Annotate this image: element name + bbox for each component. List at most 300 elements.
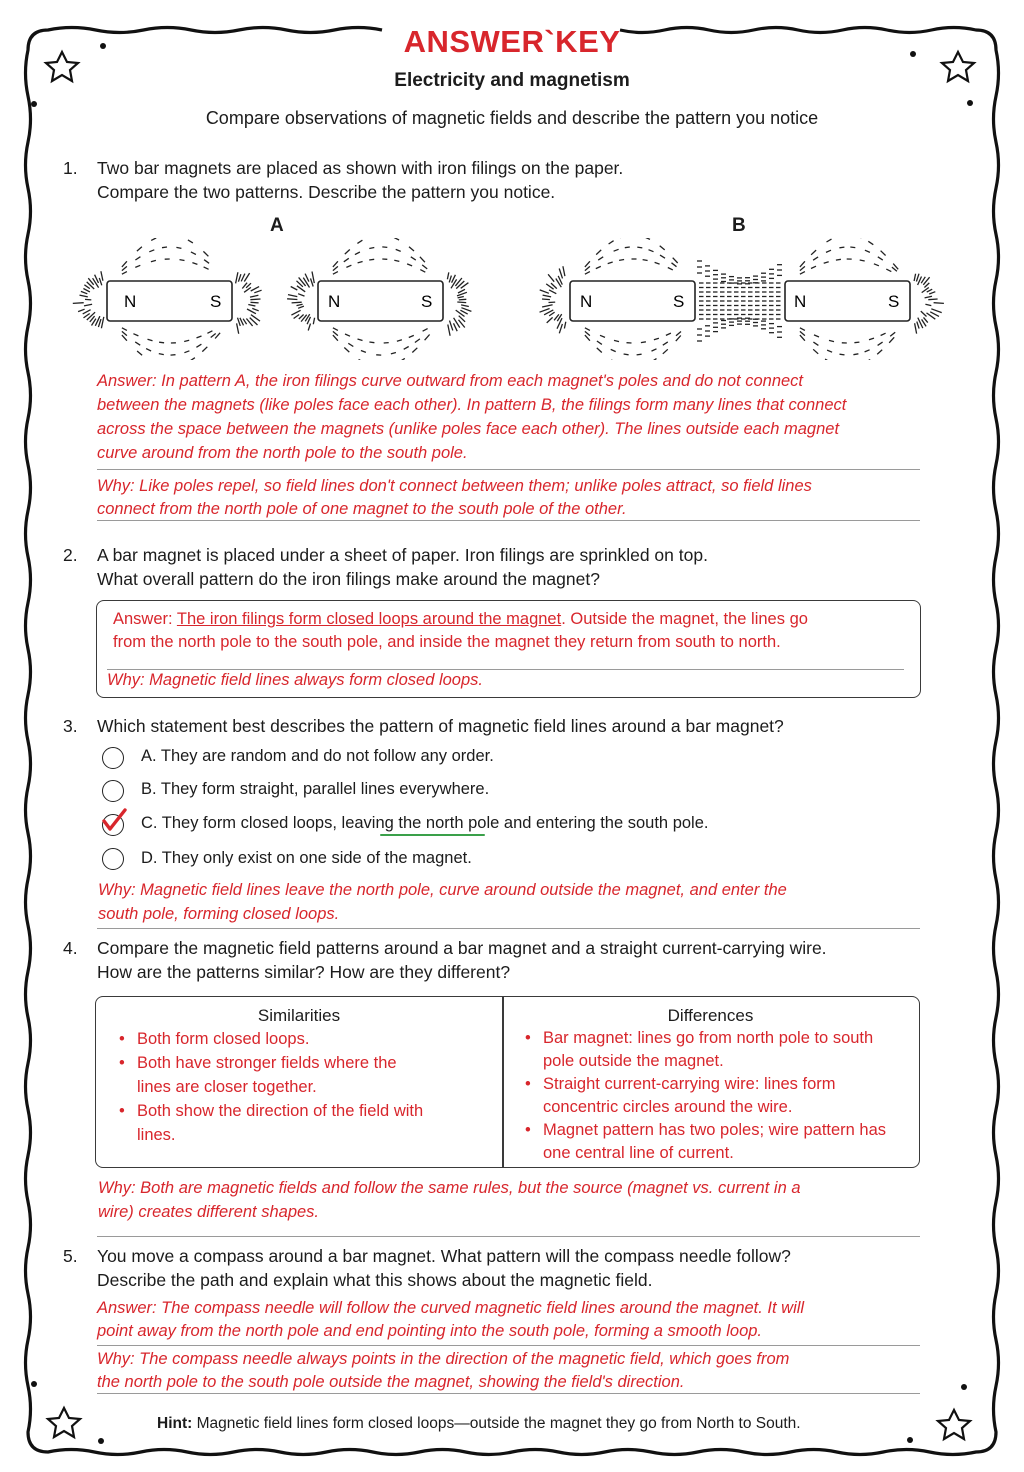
filing-mark bbox=[829, 340, 834, 341]
filing-mark bbox=[78, 309, 85, 311]
filing-mark bbox=[458, 289, 465, 293]
filing-mark bbox=[608, 262, 613, 264]
filing-mark bbox=[215, 333, 220, 339]
filing-mark bbox=[931, 309, 941, 313]
filing-mark bbox=[400, 358, 405, 360]
filing-mark bbox=[456, 281, 464, 289]
filing-mark bbox=[663, 342, 668, 345]
filing-mark bbox=[254, 290, 261, 293]
magnet-b2-south: S bbox=[888, 292, 900, 311]
filing-mark bbox=[458, 297, 464, 298]
filing-mark bbox=[369, 342, 374, 343]
filing-mark bbox=[448, 325, 450, 336]
filing-mark bbox=[649, 250, 654, 252]
filing-mark bbox=[84, 304, 92, 306]
filing-mark bbox=[585, 261, 590, 267]
magnet-a2 bbox=[318, 281, 443, 321]
option-d-label[interactable]: D. They only exist on one side of the magnet. bbox=[141, 849, 472, 867]
checkmark-icon bbox=[98, 806, 130, 836]
filing-mark bbox=[355, 252, 360, 255]
q2-text-line1: A bar magnet is placed under a sheet of paper. Iron filings are sprinkled on top. bbox=[97, 545, 708, 565]
filing-mark bbox=[184, 351, 189, 353]
option-b-radio[interactable] bbox=[102, 780, 124, 802]
filing-mark bbox=[207, 331, 212, 334]
filing-mark bbox=[800, 335, 805, 341]
filing-mark bbox=[585, 272, 590, 275]
filing-mark bbox=[540, 290, 549, 293]
filing-mark bbox=[333, 272, 338, 275]
filing-mark bbox=[196, 344, 201, 347]
filing-mark bbox=[407, 264, 412, 266]
filing-mark bbox=[813, 342, 818, 345]
filing-mark bbox=[425, 335, 430, 341]
divider bbox=[97, 469, 920, 470]
filing-mark bbox=[344, 348, 349, 353]
filing-mark bbox=[676, 336, 681, 342]
filing-mark bbox=[133, 334, 138, 336]
diagram-b-label: B bbox=[732, 215, 746, 236]
list-item: • Magnet pattern has two poles; wire pattern has one central line of current. bbox=[541, 1119, 893, 1165]
filing-mark bbox=[236, 272, 238, 283]
filing-mark bbox=[404, 347, 409, 350]
filing-mark bbox=[654, 338, 659, 340]
filing-mark bbox=[916, 274, 919, 282]
filing-mark bbox=[652, 349, 657, 351]
filing-mark bbox=[184, 340, 189, 341]
filing-mark bbox=[637, 354, 642, 355]
filing-mark bbox=[159, 354, 164, 355]
filing-mark bbox=[585, 328, 590, 331]
q5-answer-line2: point away from the north pole and end pointing into the south pole, forming a smooth loop. bbox=[97, 1322, 763, 1340]
filing-mark bbox=[800, 328, 805, 331]
q2-answer-prefix: Answer: bbox=[113, 610, 177, 628]
filing-mark bbox=[836, 259, 841, 260]
filing-mark bbox=[865, 250, 870, 252]
list-item: • Both have stronger fields where the lines are closer together. bbox=[135, 1051, 427, 1099]
diagram-a-label: A bbox=[270, 215, 284, 236]
filing-mark bbox=[151, 260, 156, 261]
filing-mark bbox=[313, 318, 314, 324]
filing-mark bbox=[449, 276, 451, 283]
iron-filings-diagram bbox=[0, 238, 1024, 360]
q3-why-line2: south pole, forming closed loops. bbox=[98, 905, 340, 923]
q4-number: 4. bbox=[63, 938, 78, 958]
filing-mark bbox=[824, 262, 829, 264]
differences-list bbox=[523, 1027, 893, 1165]
filing-mark bbox=[411, 257, 416, 260]
filing-mark bbox=[827, 350, 832, 352]
filing-mark bbox=[396, 249, 401, 251]
hint-label: Hint: bbox=[157, 1415, 193, 1432]
q5-number: 5. bbox=[63, 1246, 78, 1266]
magnet-a1 bbox=[107, 281, 232, 321]
filing-mark bbox=[813, 257, 818, 260]
filing-mark bbox=[137, 351, 142, 355]
filing-mark bbox=[250, 299, 260, 300]
filing-mark bbox=[925, 304, 931, 305]
filing-mark bbox=[921, 311, 927, 316]
filing-mark bbox=[668, 268, 673, 270]
filing-mark bbox=[93, 278, 99, 287]
filing-mark bbox=[929, 292, 935, 294]
filing-mark bbox=[397, 340, 402, 341]
filing-mark bbox=[311, 278, 314, 286]
filing-mark bbox=[454, 323, 458, 331]
filing-mark bbox=[914, 274, 916, 281]
filing-mark bbox=[548, 274, 554, 281]
list-item: • Both show the direction of the field with lines. bbox=[135, 1099, 427, 1147]
filing-mark bbox=[860, 260, 865, 261]
q4-why-line2: wire) creates different shapes. bbox=[98, 1203, 320, 1221]
filing-mark bbox=[840, 354, 845, 355]
divider bbox=[97, 1393, 920, 1394]
filing-mark bbox=[394, 238, 399, 240]
filing-mark bbox=[877, 350, 882, 354]
filing-mark bbox=[878, 257, 883, 260]
filing-mark bbox=[924, 317, 928, 322]
differences-heading: Differences bbox=[667, 1006, 754, 1025]
hint-text bbox=[157, 1415, 801, 1433]
q1-why-line2: connect from the north pole of one magnet to the south pole of the other. bbox=[97, 500, 627, 518]
filing-mark bbox=[203, 251, 208, 256]
q2-answer-underlined: The iron filings form closed loops around the magnet bbox=[176, 610, 562, 628]
filing-mark bbox=[391, 353, 396, 354]
filing-mark bbox=[197, 336, 202, 338]
filing-mark bbox=[874, 264, 879, 266]
magnet-b1 bbox=[570, 281, 695, 321]
filing-mark bbox=[358, 262, 363, 263]
filing-mark bbox=[660, 246, 665, 250]
q5-answer-line1: Answer: The compass needle will follow the curved magnetic field lines around the magnet. It will bbox=[97, 1299, 805, 1317]
filing-mark bbox=[135, 265, 140, 267]
divider bbox=[97, 1236, 920, 1237]
filing-mark bbox=[382, 247, 387, 248]
q1-text-line1: Two bar magnets are placed as shown with iron filings on the paper. bbox=[97, 158, 624, 178]
filing-mark bbox=[549, 290, 556, 294]
filing-mark bbox=[211, 334, 216, 338]
filing-mark bbox=[811, 250, 816, 255]
filing-mark bbox=[162, 247, 167, 248]
q1-answer-line3: across the space between the magnets (unlike poles face each other). The lines outside each magnet bbox=[97, 420, 840, 438]
q1-why-line1: Why: Like poles repel, so field lines don't connect between them; unlike poles attract, so field lines bbox=[97, 477, 812, 495]
filing-mark bbox=[666, 333, 671, 335]
filing-mark bbox=[176, 247, 181, 248]
q4-text-line2: How are the patterns similar? How are they different? bbox=[97, 962, 511, 982]
filing-mark bbox=[84, 285, 89, 289]
filing-mark bbox=[641, 342, 646, 343]
filing-mark bbox=[676, 332, 681, 336]
filing-mark bbox=[619, 260, 624, 261]
filing-mark bbox=[369, 248, 374, 249]
filing-mark bbox=[827, 239, 832, 242]
filing-mark bbox=[542, 305, 553, 307]
filing-mark bbox=[250, 295, 258, 297]
filing-mark bbox=[825, 359, 830, 360]
filing-mark bbox=[361, 351, 366, 353]
filing-mark bbox=[672, 263, 677, 267]
filing-mark bbox=[122, 272, 127, 275]
filing-mark bbox=[422, 265, 427, 269]
page-title: ANSWER`KEY bbox=[403, 24, 621, 59]
filing-mark bbox=[122, 328, 127, 331]
q1-answer-line4: curve around from the north pole to the south pole. bbox=[97, 444, 468, 462]
divider bbox=[97, 928, 920, 929]
filing-mark bbox=[394, 260, 399, 261]
green-underline-mark bbox=[380, 834, 485, 836]
filing-mark bbox=[660, 255, 665, 258]
filing-mark bbox=[814, 335, 819, 337]
filing-mark bbox=[459, 299, 467, 300]
q1-answer-line2: between the magnets (like poles face each other). In pattern B, the filings form many lines that connect bbox=[97, 396, 847, 414]
filing-mark bbox=[889, 337, 894, 343]
filing-mark bbox=[461, 305, 469, 307]
filing-mark bbox=[135, 342, 140, 345]
filing-mark bbox=[543, 295, 552, 297]
filing-mark bbox=[420, 257, 425, 262]
filing-mark bbox=[358, 339, 363, 341]
filing-mark bbox=[868, 241, 873, 244]
filing-mark bbox=[813, 349, 818, 354]
filing-mark bbox=[415, 339, 420, 343]
filing-mark bbox=[303, 278, 309, 288]
magnet-b2-north: N bbox=[794, 292, 807, 311]
filing-mark bbox=[611, 349, 616, 351]
filing-mark bbox=[826, 250, 831, 252]
filing-mark bbox=[800, 272, 805, 275]
filing-mark bbox=[450, 321, 453, 331]
filing-mark bbox=[409, 335, 414, 337]
filing-mark bbox=[98, 319, 101, 327]
magnet-a1-north: N bbox=[124, 292, 137, 311]
filing-mark bbox=[202, 347, 207, 352]
filing-mark bbox=[614, 340, 619, 341]
filing-mark bbox=[663, 349, 668, 354]
q5-text-line2: Describe the path and explain what this shows about the magnetic field. bbox=[97, 1270, 653, 1290]
instructions: Compare observations of magnetic fields and describe the pattern you notice bbox=[205, 108, 819, 128]
filing-mark bbox=[542, 299, 550, 300]
filing-mark bbox=[917, 322, 919, 329]
filing-mark bbox=[563, 266, 565, 276]
filing-mark bbox=[447, 272, 448, 279]
filing-mark bbox=[101, 271, 103, 280]
filing-mark bbox=[248, 305, 255, 307]
option-c-label[interactable]: C. They form closed loops, leaving the north pole and entering the south pole. bbox=[141, 814, 709, 832]
filing-mark bbox=[146, 349, 151, 351]
filing-mark bbox=[291, 310, 300, 315]
filing-mark bbox=[251, 287, 259, 291]
filing-mark bbox=[934, 303, 944, 304]
filing-mark bbox=[673, 258, 678, 263]
q3-text: Which statement best describes the pattern of magnetic field lines around a bar magnet? bbox=[97, 716, 784, 736]
q4-text-line1: Compare the magnetic field patterns around a bar magnet and a straight current-carrying wire. bbox=[97, 938, 827, 958]
filing-mark bbox=[252, 308, 258, 310]
filing-mark bbox=[850, 247, 855, 248]
filing-mark bbox=[204, 260, 209, 264]
divider bbox=[97, 1345, 920, 1346]
filing-mark bbox=[598, 257, 603, 260]
magnet-b1-south: S bbox=[673, 292, 685, 311]
option-d-radio[interactable] bbox=[102, 848, 124, 870]
q2-answer-line2: from the north pole to the south pole, and inside the magnet they return from south to north. bbox=[113, 633, 781, 651]
filing-mark bbox=[853, 354, 858, 355]
filing-mark bbox=[420, 270, 425, 273]
filing-mark bbox=[99, 278, 102, 285]
star-icon-bottom-left bbox=[48, 1408, 80, 1437]
filing-mark bbox=[287, 299, 297, 300]
filing-mark bbox=[559, 324, 562, 333]
filing-mark bbox=[597, 348, 602, 353]
filing-mark bbox=[409, 247, 414, 251]
filing-mark bbox=[564, 322, 565, 329]
filing-mark bbox=[297, 304, 303, 305]
filing-mark bbox=[251, 302, 259, 303]
filing-mark bbox=[244, 287, 251, 292]
filing-mark bbox=[151, 238, 156, 240]
filing-mark bbox=[597, 341, 602, 344]
filing-mark bbox=[312, 272, 314, 284]
filing-mark bbox=[614, 249, 619, 251]
filing-mark bbox=[299, 315, 304, 320]
filing-mark bbox=[559, 269, 562, 279]
filing-mark bbox=[881, 251, 886, 256]
filing-mark bbox=[869, 338, 874, 340]
option-a-radio[interactable] bbox=[102, 747, 124, 769]
filing-mark bbox=[596, 266, 601, 268]
q2-why: Why: Magnetic field lines always form closed loops. bbox=[107, 671, 483, 689]
filing-mark bbox=[101, 317, 103, 328]
magnet-a2-south: S bbox=[421, 292, 433, 311]
filing-mark bbox=[204, 267, 209, 269]
hint-body: Magnetic field lines form closed loops—outside the magnet they go from North to South. bbox=[192, 1415, 801, 1432]
filing-mark bbox=[925, 296, 932, 298]
filing-mark bbox=[333, 261, 338, 267]
filing-mark bbox=[927, 289, 933, 292]
option-a-label[interactable]: A. They are random and do not follow any order. bbox=[141, 747, 494, 765]
option-b-label[interactable]: B. They form straight, parallel lines everywhere. bbox=[141, 780, 490, 798]
filing-mark bbox=[348, 343, 353, 346]
filing-mark bbox=[237, 323, 239, 333]
filing-mark bbox=[243, 319, 247, 325]
filing-mark bbox=[73, 303, 84, 304]
filing-mark bbox=[192, 263, 197, 265]
filing-mark bbox=[190, 358, 195, 360]
filing-mark bbox=[811, 266, 816, 268]
filing-mark bbox=[645, 238, 650, 239]
filing-mark bbox=[345, 250, 350, 255]
filing-mark bbox=[839, 247, 844, 248]
filing-mark bbox=[137, 247, 142, 251]
filing-mark bbox=[346, 265, 351, 267]
filing-mark bbox=[540, 309, 550, 313]
list-item: • Both form closed loops. bbox=[135, 1027, 427, 1051]
filing-mark bbox=[344, 258, 349, 262]
divider bbox=[97, 520, 920, 521]
filing-mark bbox=[652, 359, 657, 360]
filing-mark bbox=[915, 323, 917, 333]
filing-mark bbox=[369, 259, 374, 260]
filing-mark bbox=[180, 260, 185, 261]
filing-mark bbox=[188, 240, 193, 243]
q2-number: 2. bbox=[63, 545, 78, 565]
filing-mark bbox=[292, 302, 302, 303]
q1-answer-line1: Answer: In pattern A, the iron filings curve outward from each magnet's poles and do not connect bbox=[97, 372, 804, 390]
filing-mark bbox=[122, 261, 127, 267]
filing-mark bbox=[600, 335, 605, 337]
list-item: • Bar magnet: lines go from north pole to south pole outside the magnet. bbox=[541, 1027, 893, 1073]
q3-why-line1: Why: Magnetic field lines leave the north pole, curve around outside the magnet, and enter the bbox=[98, 881, 787, 899]
filing-mark bbox=[191, 252, 196, 255]
filing-mark bbox=[865, 350, 870, 352]
filing-mark bbox=[881, 333, 886, 335]
filing-mark bbox=[457, 302, 466, 303]
filing-mark bbox=[297, 286, 305, 292]
filing-mark bbox=[359, 359, 364, 360]
filing-mark bbox=[637, 247, 642, 248]
filing-mark bbox=[890, 332, 895, 336]
filing-mark bbox=[865, 360, 870, 361]
filing-mark bbox=[609, 241, 614, 244]
list-item: • Straight current-carrying wire: lines form concentric circles around the wire. bbox=[541, 1073, 893, 1119]
filing-mark bbox=[625, 247, 630, 248]
similarities-heading: Similarities bbox=[257, 1006, 341, 1025]
filing-mark bbox=[81, 291, 87, 293]
q4-why-line1: Why: Both are magnetic fields and follow the same rules, but the source (magnet vs. current in a bbox=[98, 1179, 801, 1197]
q5-why-line2: the north pole to the south pole outside the magnet, showing the field's direction. bbox=[97, 1373, 685, 1391]
filing-mark bbox=[886, 269, 891, 272]
filing-mark bbox=[159, 342, 164, 343]
filing-mark bbox=[288, 295, 297, 297]
filing-mark bbox=[596, 250, 601, 255]
filing-mark bbox=[423, 329, 428, 332]
magnet-a1-south: S bbox=[210, 292, 222, 311]
q2-answer-line1 bbox=[113, 608, 808, 631]
q3-number: 3. bbox=[63, 716, 78, 736]
filing-mark bbox=[655, 262, 660, 264]
filing-mark bbox=[412, 348, 417, 353]
filing-mark bbox=[135, 257, 140, 260]
magnet-a2-north: N bbox=[328, 292, 341, 311]
filing-mark bbox=[333, 328, 338, 331]
filing-mark bbox=[298, 306, 304, 308]
q2-answer-rest: . Outside the magnet, the lines go bbox=[561, 610, 808, 628]
filing-mark bbox=[549, 312, 554, 316]
magnet-b1-north: N bbox=[580, 292, 593, 311]
filing-mark bbox=[878, 342, 883, 345]
page-subtitle: Electricity and magnetism bbox=[394, 70, 630, 91]
filing-mark bbox=[624, 354, 629, 355]
filing-mark bbox=[122, 335, 127, 341]
filing-mark bbox=[333, 335, 338, 341]
filing-mark bbox=[547, 317, 553, 323]
filing-mark bbox=[80, 295, 88, 297]
q1-text-line2: Compare the two patterns. Describe the pattern you notice. bbox=[97, 182, 556, 202]
filing-mark bbox=[149, 250, 154, 252]
filing-mark bbox=[357, 240, 362, 243]
q1-number: 1. bbox=[63, 158, 78, 178]
filing-mark bbox=[298, 294, 304, 296]
filing-mark bbox=[85, 299, 91, 300]
filing-mark bbox=[585, 335, 590, 341]
filing-mark bbox=[84, 314, 90, 318]
filing-mark bbox=[308, 324, 310, 331]
similarities-list bbox=[117, 1027, 427, 1147]
filing-mark bbox=[643, 260, 648, 261]
filing-mark bbox=[238, 274, 241, 282]
filing-mark bbox=[854, 342, 859, 343]
filing-mark bbox=[345, 334, 350, 336]
filing-mark bbox=[148, 339, 153, 341]
magnet-b2 bbox=[785, 281, 910, 321]
